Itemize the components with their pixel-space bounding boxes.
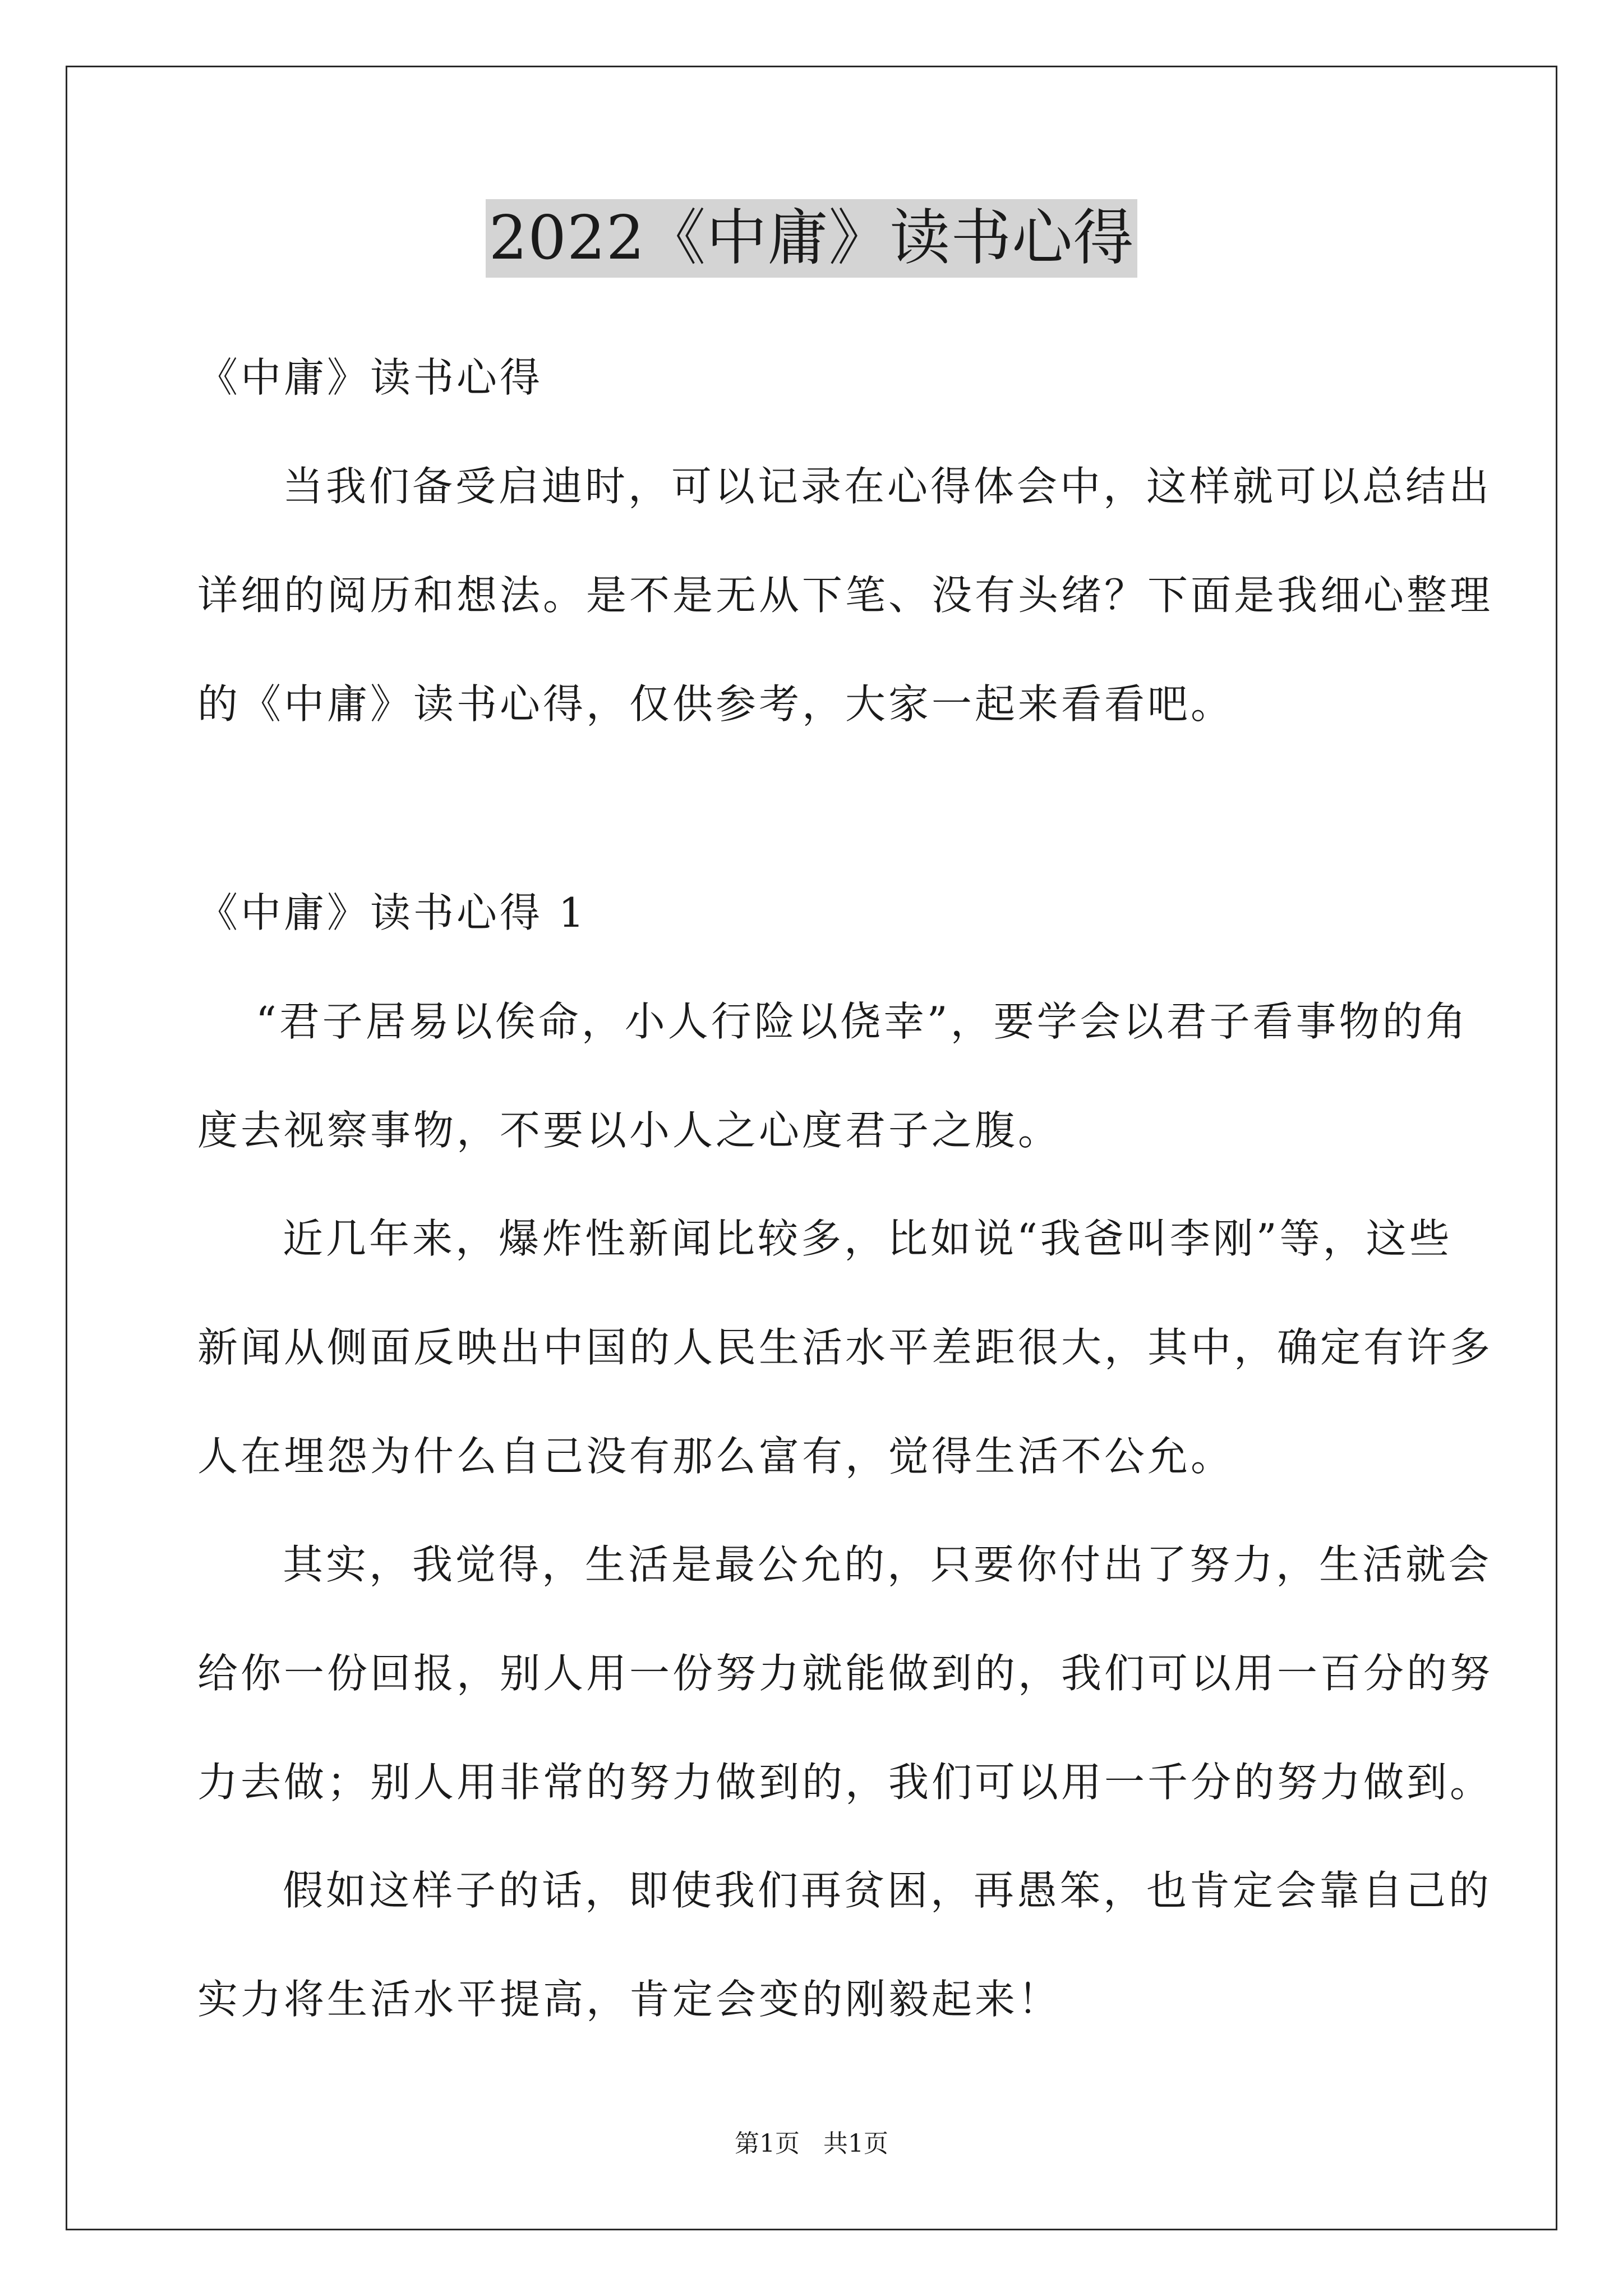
intro-line: 当我们备受启迪时，可以记录在心得体会中，这样就可以总结出 bbox=[283, 463, 1492, 510]
paragraph-line: 度去视察事物，不要以小人之心度君子之腹。 bbox=[197, 1107, 1062, 1154]
document-title-text: 2022《中庸》读书心得 bbox=[486, 199, 1138, 278]
intro-line: 详细的阅历和想法。是不是无从下笔、没有头绪？下面是我细心整理 bbox=[197, 572, 1493, 619]
paragraph-line: 人在埋怨为什么自己没有那么富有，觉得生活不公允。 bbox=[197, 1433, 1234, 1480]
paragraph-line: 假如这样子的话，即使我们再贫困，再愚笨，也肯定会靠自己的 bbox=[283, 1867, 1492, 1914]
paragraph-line: 力去做；别人用非常的努力做到的，我们可以用一千分的努力做到。 bbox=[197, 1759, 1493, 1806]
section-heading: 《中庸》读书心得 1 bbox=[197, 889, 587, 936]
paragraph-line: 其实，我觉得，生活是最公允的，只要你付出了努力，生活就会 bbox=[283, 1541, 1492, 1588]
intro-line: 的《中庸》读书心得，仅供参考，大家一起来看看吧。 bbox=[197, 680, 1234, 728]
paragraph-line: 近几年来，爆炸性新闻比较多，比如说“我爸叫李刚”等，这些 bbox=[283, 1215, 1453, 1262]
paragraph-line: 实力将生活水平提高，肯定会变的刚毅起来！ bbox=[197, 1976, 1062, 2023]
paragraph-line: 给你一份回报，别人用一份努力就能做到的，我们可以用一百分的努 bbox=[197, 1650, 1493, 1697]
page-number-footer: 第1页 共1页 bbox=[735, 2129, 888, 2158]
paragraph-line: “君子居易以俟命，小人行险以侥幸”，要学会以君子看事物的角 bbox=[256, 998, 1469, 1045]
document-title bbox=[0, 199, 1623, 278]
paragraph-line: 新闻从侧面反映出中国的人民生活水平差距很大，其中，确定有许多 bbox=[197, 1324, 1493, 1371]
subtitle: 《中庸》读书心得 bbox=[197, 354, 543, 401]
